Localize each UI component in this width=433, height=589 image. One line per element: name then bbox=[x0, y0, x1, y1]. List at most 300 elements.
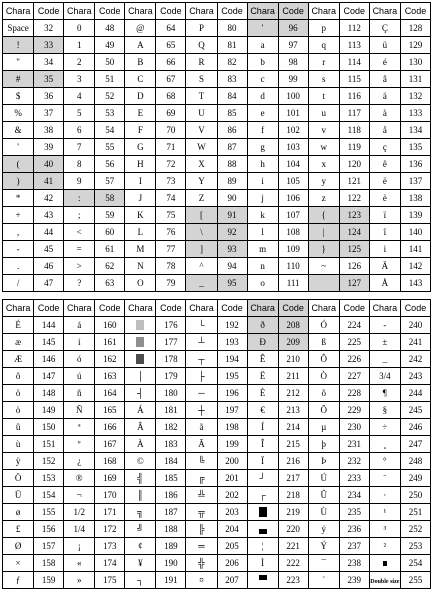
character-cell: \ bbox=[186, 224, 217, 241]
chara-column-header: Chara bbox=[369, 3, 400, 20]
character-code-table-lower bbox=[2, 299, 431, 589]
code-cell: 187 bbox=[156, 504, 186, 521]
character-cell: ¬ bbox=[64, 487, 95, 504]
code-cell: 178 bbox=[156, 351, 186, 368]
table-row bbox=[3, 487, 431, 504]
header-row bbox=[3, 300, 431, 317]
character-cell: ï bbox=[369, 207, 400, 224]
code-cell: 33 bbox=[34, 37, 64, 54]
table-row bbox=[3, 122, 431, 139]
code-cell: 153 bbox=[34, 470, 64, 487]
code-cell: 243 bbox=[400, 368, 430, 385]
code-cell: 246 bbox=[400, 419, 430, 436]
character-cell: j bbox=[247, 190, 278, 207]
code-cell: 120 bbox=[339, 156, 369, 173]
character-cell: ┌ bbox=[247, 487, 278, 504]
code-cell: 60 bbox=[95, 224, 125, 241]
chara-column-header: Chara bbox=[64, 3, 95, 20]
character-cell: " bbox=[3, 54, 34, 71]
character-cell: µ bbox=[308, 419, 339, 436]
code-cell: 109 bbox=[278, 241, 308, 258]
code-cell: 249 bbox=[400, 470, 430, 487]
code-cell: 211 bbox=[278, 368, 308, 385]
character-cell: % bbox=[3, 105, 34, 122]
character-cell: ¿ bbox=[64, 453, 95, 470]
code-cell: 46 bbox=[34, 258, 64, 275]
character-cell: à bbox=[369, 105, 400, 122]
code-column-header: Code bbox=[217, 3, 247, 20]
character-cell: ° bbox=[369, 453, 400, 470]
code-cell: 133 bbox=[400, 105, 430, 122]
code-cell: 108 bbox=[278, 224, 308, 241]
code-cell: 119 bbox=[339, 139, 369, 156]
character-cell: ? bbox=[64, 275, 95, 292]
chara-column-header: Chara bbox=[186, 300, 217, 317]
code-column-header: Code bbox=[156, 300, 186, 317]
code-cell: 209 bbox=[278, 334, 308, 351]
character-cell: ë bbox=[369, 173, 400, 190]
code-cell: 139 bbox=[400, 207, 430, 224]
code-cell: 114 bbox=[339, 54, 369, 71]
character-cell: 1 bbox=[64, 37, 95, 54]
code-cell: 241 bbox=[400, 334, 430, 351]
code-cell: 122 bbox=[339, 190, 369, 207]
character-cell: > bbox=[64, 258, 95, 275]
code-cell: 250 bbox=[400, 487, 430, 504]
code-cell: 171 bbox=[95, 504, 125, 521]
code-cell: 89 bbox=[217, 173, 247, 190]
code-cell: 218 bbox=[278, 487, 308, 504]
character-cell: è bbox=[369, 190, 400, 207]
code-cell: 208 bbox=[278, 317, 308, 334]
character-cell: Ã bbox=[186, 436, 217, 453]
table-row bbox=[3, 258, 431, 275]
code-cell: 244 bbox=[400, 385, 430, 402]
character-cell: └ bbox=[186, 317, 217, 334]
code-cell: 141 bbox=[400, 241, 430, 258]
code-cell: 150 bbox=[34, 419, 64, 436]
code-cell: 51 bbox=[95, 71, 125, 88]
code-cell: 92 bbox=[217, 224, 247, 241]
code-cell: 193 bbox=[217, 334, 247, 351]
code-cell: 106 bbox=[278, 190, 308, 207]
character-cell: 0 bbox=[64, 20, 95, 37]
code-cell: 79 bbox=[156, 275, 186, 292]
table-row bbox=[3, 419, 431, 436]
code-cell: 103 bbox=[278, 139, 308, 156]
character-cell: + bbox=[3, 207, 34, 224]
code-cell: 95 bbox=[217, 275, 247, 292]
character-cell: ô bbox=[3, 368, 34, 385]
code-cell: 53 bbox=[95, 105, 125, 122]
code-cell: 47 bbox=[34, 275, 64, 292]
table-row bbox=[3, 275, 431, 292]
code-cell: 176 bbox=[156, 317, 186, 334]
dark-block-glyph bbox=[136, 354, 144, 364]
code-column-header: Code bbox=[278, 300, 308, 317]
code-cell: 232 bbox=[339, 453, 369, 470]
code-cell: 126 bbox=[339, 258, 369, 275]
character-cell: ¦ bbox=[247, 538, 278, 555]
code-cell: 55 bbox=[95, 139, 125, 156]
character-cell: ¡ bbox=[64, 538, 95, 555]
code-cell: 156 bbox=[34, 521, 64, 538]
character-cell: R bbox=[186, 54, 217, 71]
character-cell: M bbox=[125, 241, 156, 258]
code-cell: 99 bbox=[278, 71, 308, 88]
code-cell: 194 bbox=[217, 351, 247, 368]
character-cell: ╠ bbox=[186, 521, 217, 538]
code-cell: 143 bbox=[400, 275, 430, 292]
character-cell: 2 bbox=[64, 54, 95, 71]
character-cell: å bbox=[369, 122, 400, 139]
character-cell: t bbox=[308, 88, 339, 105]
lower-block-glyph bbox=[259, 524, 267, 534]
code-cell: 229 bbox=[339, 402, 369, 419]
code-cell: 48 bbox=[95, 20, 125, 37]
character-cell: { bbox=[308, 207, 339, 224]
code-cell: 238 bbox=[339, 555, 369, 572]
code-cell: 57 bbox=[95, 173, 125, 190]
character-cell: y bbox=[308, 173, 339, 190]
character-cell: = bbox=[64, 241, 95, 258]
code-cell: 105 bbox=[278, 173, 308, 190]
code-cell: 149 bbox=[34, 402, 64, 419]
code-cell: 231 bbox=[339, 436, 369, 453]
code-cell: 74 bbox=[156, 190, 186, 207]
code-cell: 131 bbox=[400, 71, 430, 88]
character-cell: N bbox=[125, 258, 156, 275]
code-cell: 177 bbox=[156, 334, 186, 351]
code-cell: 168 bbox=[95, 453, 125, 470]
code-cell: 75 bbox=[156, 207, 186, 224]
chara-column-header: Chara bbox=[3, 3, 34, 20]
code-cell: 88 bbox=[217, 156, 247, 173]
character-cell: - bbox=[369, 317, 400, 334]
character-cell: ƒ bbox=[3, 572, 34, 589]
character-cell: Ê bbox=[247, 351, 278, 368]
character-cell: B bbox=[125, 54, 156, 71]
character-code-table-upper bbox=[2, 2, 431, 292]
character-cell: ¸ bbox=[369, 436, 400, 453]
code-column-header: Code bbox=[339, 300, 369, 317]
character-cell: æ bbox=[3, 334, 34, 351]
character-code-sheet bbox=[2, 2, 431, 589]
character-cell: Í bbox=[247, 419, 278, 436]
code-cell: 157 bbox=[34, 538, 64, 555]
code-cell: 164 bbox=[95, 385, 125, 402]
character-cell: ù bbox=[3, 436, 34, 453]
character-cell: õ bbox=[308, 385, 339, 402]
character-cell: 6 bbox=[64, 122, 95, 139]
character-cell: ╬ bbox=[186, 555, 217, 572]
character-cell: ( bbox=[3, 156, 34, 173]
character-cell bbox=[247, 572, 278, 589]
character-cell: l bbox=[247, 224, 278, 241]
character-cell: | bbox=[308, 224, 339, 241]
code-cell: 40 bbox=[34, 156, 64, 173]
code-cell: 104 bbox=[278, 156, 308, 173]
code-cell: 180 bbox=[156, 385, 186, 402]
code-cell: 96 bbox=[278, 20, 308, 37]
code-cell: 54 bbox=[95, 122, 125, 139]
character-cell: ┴ bbox=[186, 334, 217, 351]
header-row bbox=[3, 3, 431, 20]
character-cell: r bbox=[308, 54, 339, 71]
character-cell: I bbox=[125, 173, 156, 190]
code-cell: 201 bbox=[217, 470, 247, 487]
code-cell: 253 bbox=[400, 538, 430, 555]
code-column-header: Code bbox=[278, 3, 308, 20]
character-cell: ╩ bbox=[186, 487, 217, 504]
character-cell: ╔ bbox=[186, 470, 217, 487]
code-cell: 110 bbox=[278, 258, 308, 275]
table-row bbox=[3, 139, 431, 156]
code-cell: 123 bbox=[339, 207, 369, 224]
character-cell: ± bbox=[369, 334, 400, 351]
character-cell: Ð bbox=[247, 334, 278, 351]
code-cell: 152 bbox=[34, 453, 64, 470]
character-cell: T bbox=[186, 88, 217, 105]
character-cell: € bbox=[247, 402, 278, 419]
code-cell: 111 bbox=[278, 275, 308, 292]
code-cell: 32 bbox=[34, 20, 64, 37]
character-cell: Q bbox=[186, 37, 217, 54]
code-cell: 121 bbox=[339, 173, 369, 190]
code-cell: 136 bbox=[400, 156, 430, 173]
character-cell: Ñ bbox=[64, 402, 95, 419]
code-cell: 169 bbox=[95, 470, 125, 487]
character-cell: Ý bbox=[308, 538, 339, 555]
character-cell: ¯ bbox=[308, 555, 339, 572]
code-column-header: Code bbox=[400, 300, 430, 317]
character-cell: _ bbox=[369, 351, 400, 368]
code-cell: 167 bbox=[95, 436, 125, 453]
code-cell: 236 bbox=[339, 521, 369, 538]
code-cell: 213 bbox=[278, 402, 308, 419]
chara-column-header: Chara bbox=[308, 300, 339, 317]
code-cell: 202 bbox=[217, 487, 247, 504]
code-cell: 98 bbox=[278, 54, 308, 71]
code-cell: 205 bbox=[217, 538, 247, 555]
character-cell: Ø bbox=[3, 538, 34, 555]
code-cell: 42 bbox=[34, 190, 64, 207]
code-cell: 242 bbox=[400, 351, 430, 368]
code-cell: 113 bbox=[339, 37, 369, 54]
character-cell: ì bbox=[369, 241, 400, 258]
character-cell: 1/2 bbox=[64, 504, 95, 521]
code-cell: 172 bbox=[95, 521, 125, 538]
character-cell: ¨ bbox=[369, 470, 400, 487]
code-cell: 76 bbox=[156, 224, 186, 241]
character-cell: É bbox=[3, 317, 34, 334]
character-cell: - bbox=[3, 241, 34, 258]
code-cell: 97 bbox=[278, 37, 308, 54]
code-cell: 251 bbox=[400, 504, 430, 521]
code-cell: 217 bbox=[278, 470, 308, 487]
table-gap bbox=[2, 292, 431, 299]
code-cell: 90 bbox=[217, 190, 247, 207]
table-row bbox=[3, 351, 431, 368]
character-cell: ü bbox=[369, 37, 400, 54]
character-cell: ¹ bbox=[369, 504, 400, 521]
table-row bbox=[3, 37, 431, 54]
character-cell: ö bbox=[3, 385, 34, 402]
character-cell: ╣ bbox=[125, 470, 156, 487]
chara-column-header: Chara bbox=[186, 3, 217, 20]
character-cell: ® bbox=[64, 470, 95, 487]
character-cell: i bbox=[247, 173, 278, 190]
character-cell: e bbox=[247, 105, 278, 122]
character-cell: b bbox=[247, 54, 278, 71]
table-row bbox=[3, 470, 431, 487]
character-cell: S bbox=[186, 71, 217, 88]
character-cell: K bbox=[125, 207, 156, 224]
code-cell: 247 bbox=[400, 436, 430, 453]
code-cell: 233 bbox=[339, 470, 369, 487]
character-cell: Â bbox=[125, 419, 156, 436]
character-cell: Ç bbox=[369, 20, 400, 37]
character-cell: ª bbox=[64, 419, 95, 436]
character-cell: p bbox=[308, 20, 339, 37]
table-row bbox=[3, 54, 431, 71]
character-cell: í bbox=[64, 334, 95, 351]
character-cell: o bbox=[247, 275, 278, 292]
code-cell: 254 bbox=[400, 555, 430, 572]
code-cell: 221 bbox=[278, 538, 308, 555]
character-cell bbox=[125, 351, 156, 368]
code-cell: 146 bbox=[34, 351, 64, 368]
character-cell: 3 bbox=[64, 71, 95, 88]
character-cell: w bbox=[308, 139, 339, 156]
code-cell: 135 bbox=[400, 139, 430, 156]
character-cell: £ bbox=[3, 521, 34, 538]
table-row bbox=[3, 538, 431, 555]
character-cell: x bbox=[308, 156, 339, 173]
code-cell: 102 bbox=[278, 122, 308, 139]
character-cell: X bbox=[186, 156, 217, 173]
character-cell: * bbox=[3, 190, 34, 207]
code-column-header: Code bbox=[95, 300, 125, 317]
character-cell: c bbox=[247, 71, 278, 88]
code-cell: 159 bbox=[34, 572, 64, 589]
code-cell: 216 bbox=[278, 453, 308, 470]
code-cell: 186 bbox=[156, 487, 186, 504]
code-cell: 68 bbox=[156, 88, 186, 105]
code-cell: 248 bbox=[400, 453, 430, 470]
code-cell: 220 bbox=[278, 521, 308, 538]
character-cell: ç bbox=[369, 139, 400, 156]
code-cell: 214 bbox=[278, 419, 308, 436]
character-cell: ╦ bbox=[186, 504, 217, 521]
code-cell: 204 bbox=[217, 521, 247, 538]
character-cell: ¥ bbox=[125, 555, 156, 572]
table-row bbox=[3, 156, 431, 173]
code-cell: 39 bbox=[34, 139, 64, 156]
character-cell: ó bbox=[64, 351, 95, 368]
character-cell: k bbox=[247, 207, 278, 224]
character-cell: ─ bbox=[186, 385, 217, 402]
code-cell: 181 bbox=[156, 402, 186, 419]
code-cell: 183 bbox=[156, 436, 186, 453]
character-cell: L bbox=[125, 224, 156, 241]
code-cell: 173 bbox=[95, 538, 125, 555]
code-cell: 162 bbox=[95, 351, 125, 368]
character-cell bbox=[247, 521, 278, 538]
code-cell: 80 bbox=[217, 20, 247, 37]
character-cell: × bbox=[3, 555, 34, 572]
character-cell: Ô bbox=[308, 351, 339, 368]
table-row bbox=[3, 453, 431, 470]
code-cell: 142 bbox=[400, 258, 430, 275]
code-cell: 239 bbox=[339, 572, 369, 589]
code-cell: 116 bbox=[339, 88, 369, 105]
character-cell: ' bbox=[3, 139, 34, 156]
code-cell: 65 bbox=[156, 37, 186, 54]
character-cell: Ï bbox=[247, 453, 278, 470]
code-cell: 200 bbox=[217, 453, 247, 470]
character-cell: â bbox=[369, 71, 400, 88]
code-cell: 206 bbox=[217, 555, 247, 572]
code-cell: 87 bbox=[217, 139, 247, 156]
character-cell bbox=[308, 275, 339, 292]
code-cell: 197 bbox=[217, 402, 247, 419]
code-cell: 45 bbox=[34, 241, 64, 258]
medium-block-glyph bbox=[136, 337, 144, 347]
character-cell: $ bbox=[3, 88, 34, 105]
character-cell: ╚ bbox=[186, 453, 217, 470]
code-cell: 198 bbox=[217, 419, 247, 436]
character-cell: ├ bbox=[186, 368, 217, 385]
code-cell: 195 bbox=[217, 368, 247, 385]
code-cell: 63 bbox=[95, 275, 125, 292]
code-cell: 124 bbox=[339, 224, 369, 241]
code-cell: 179 bbox=[156, 368, 186, 385]
character-cell: Ù bbox=[308, 504, 339, 521]
code-cell: 203 bbox=[217, 504, 247, 521]
code-cell: 160 bbox=[95, 317, 125, 334]
code-cell: 59 bbox=[95, 207, 125, 224]
table-row bbox=[3, 521, 431, 538]
code-cell: 207 bbox=[217, 572, 247, 589]
character-cell: ═ bbox=[186, 538, 217, 555]
character-cell: [ bbox=[186, 207, 217, 224]
code-cell: 112 bbox=[339, 20, 369, 37]
code-cell: 129 bbox=[400, 37, 430, 54]
character-cell: û bbox=[3, 419, 34, 436]
character-cell: · bbox=[369, 487, 400, 504]
character-cell: / bbox=[3, 275, 34, 292]
code-cell: 163 bbox=[95, 368, 125, 385]
code-cell: 210 bbox=[278, 351, 308, 368]
code-cell: 85 bbox=[217, 105, 247, 122]
code-cell: 86 bbox=[217, 122, 247, 139]
code-column-header: Code bbox=[34, 300, 64, 317]
character-cell: │ bbox=[125, 368, 156, 385]
character-cell: ³ bbox=[369, 521, 400, 538]
code-cell: 192 bbox=[217, 317, 247, 334]
code-cell: 228 bbox=[339, 385, 369, 402]
character-cell: ┬ bbox=[186, 351, 217, 368]
character-cell: , bbox=[3, 224, 34, 241]
character-cell: a bbox=[247, 37, 278, 54]
code-cell: 127 bbox=[339, 275, 369, 292]
code-cell: 189 bbox=[156, 538, 186, 555]
code-cell: 140 bbox=[400, 224, 430, 241]
character-cell: ÿ bbox=[3, 453, 34, 470]
character-cell: ┘ bbox=[247, 470, 278, 487]
character-cell: ÷ bbox=[369, 419, 400, 436]
